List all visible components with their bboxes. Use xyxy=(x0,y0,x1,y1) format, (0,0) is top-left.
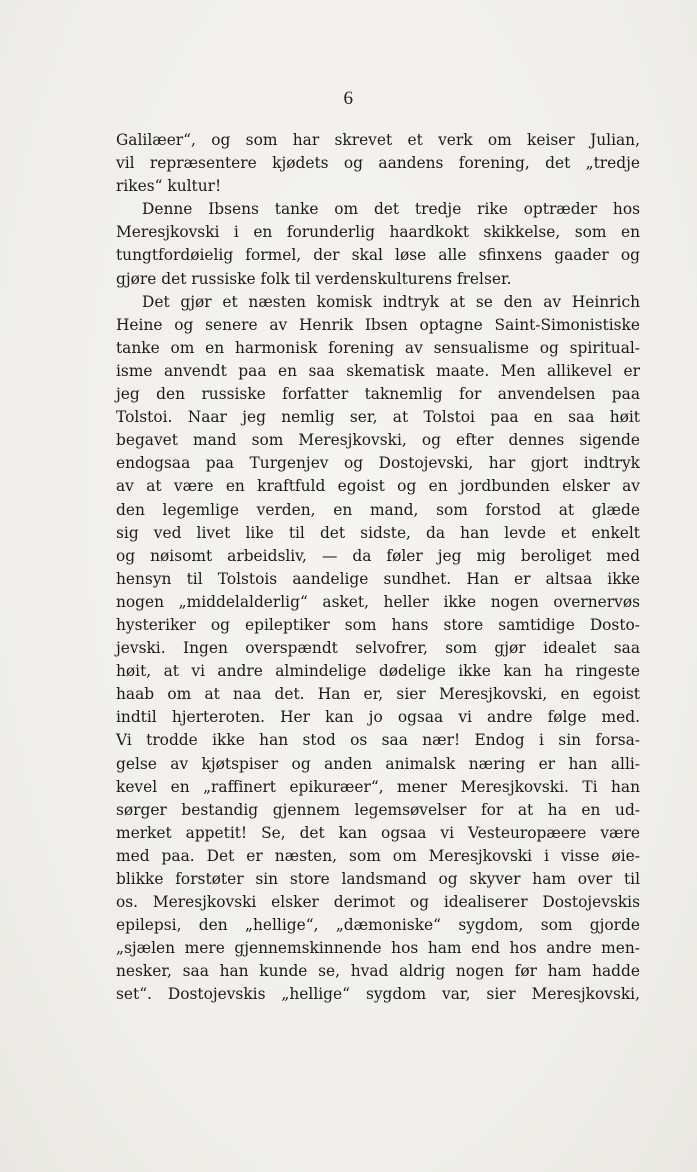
text-line: Galilæer“, og som har skrevet et verk om keiser Julian, xyxy=(116,131,640,149)
text-line: blikke forstøter sin store landsmand og skyver ham over til xyxy=(116,870,640,888)
text-line: gelse av kjøtspiser og anden animalsk næring er han alli- xyxy=(116,754,640,773)
text-line: Denne Ibsens tanke om det tredje rike optræder hos xyxy=(142,200,640,219)
page-number: 6 xyxy=(343,88,354,109)
text-line: „sjælen mere gjennemskinnende hos ham end hos andre men- xyxy=(116,939,640,958)
text-line: gjøre det russiske folk til verdenskulturens frelser. xyxy=(116,269,512,288)
text-line: av at være en kraftfuld egoist og en jordbunden elsker av xyxy=(116,477,640,496)
text-line: tungtfordøielig formel, der skal løse alle sfinxens gaader og xyxy=(116,246,640,265)
text-line: vil repræsentere kjødets og aandens forening, det „tredje xyxy=(116,154,640,173)
text-line: rikes“ kultur! xyxy=(116,177,222,196)
text-line: kevel en „raffinert epikuræer“, mener Meresjkovski. Ti han xyxy=(116,777,640,796)
text-line: os. Meresjkovski elsker derimot og idealiserer Dostojevskis xyxy=(116,893,640,912)
text-line: med paa. Det er næsten, som om Meresjkovski i visse øie- xyxy=(116,846,640,865)
text-line: nogen „middelalderlig“ asket, heller ikke nogen overnervøs xyxy=(116,592,640,611)
text-line: haab om at naa det. Han er, sier Meresjkovski, en egoist xyxy=(116,685,640,704)
text-line: isme anvendt paa en saa skematisk maate. Men allikevel er xyxy=(116,361,640,380)
body-text xyxy=(116,129,640,1007)
text-line: Heine og senere av Henrik Ibsen optagne Saint-Simonistiske xyxy=(116,315,640,334)
text-line: Det gjør et næsten komisk indtryk at se den av Heinrich xyxy=(142,292,640,311)
text-line: høit, at vi andre almindelige dødelige ikke kan ha ringeste xyxy=(116,662,640,681)
text-line: tanke om en harmonisk forening av sensualisme og spiritual- xyxy=(116,338,640,357)
text-line: jevski. Ingen overspændt selvofrer, som gjør idealet saa xyxy=(116,639,640,658)
text-line: hensyn til Tolstois aandelige sundhet. Han er altsaa ikke xyxy=(116,569,640,588)
text-line: epilepsi, den „hellige“, „dæmoniske“ sygdom, som gjorde xyxy=(116,916,640,935)
text-line: hysteriker og epileptiker som hans store samtidige Dosto- xyxy=(116,615,640,634)
text-line: sørger bestandig gjennem legemsøvelser for at ha en ud- xyxy=(116,800,640,819)
text-line: sig ved livet like til det sidste, da han levde et enkelt xyxy=(116,523,640,542)
text-line: jeg den russiske forfatter taknemlig for anvendelsen paa xyxy=(116,385,640,404)
text-line: indtil hjerteroten. Her kan jo ogsaa vi andre følge med. xyxy=(116,708,640,727)
text-line: den legemlige verden, en mand, som forstod at glæde xyxy=(116,500,640,519)
text-line: Vi trodde ikke han stod os saa nær! Endog i sin forsa- xyxy=(116,731,640,750)
text-line: endogsaa paa Turgenjev og Dostojevski, har gjort indtryk xyxy=(116,454,640,473)
text-line: set“. Dostojevskis „hellige“ sygdom var, sier Meresjkovski, xyxy=(116,985,640,1004)
text-line: merket appetit! Se, det kan ogsaa vi Vesteuropæere være xyxy=(116,823,640,842)
text-line: begavet mand som Meresjkovski, og efter dennes sigende xyxy=(116,431,640,450)
text-line: og nøisomt arbeidsliv, — da føler jeg mig beroliget med xyxy=(116,546,640,565)
text-line: Tolstoi. Naar jeg nemlig ser, at Tolstoi paa en saa høit xyxy=(116,408,640,427)
text-line: Meresjkovski i en forunderlig haardkokt skikkelse, som en xyxy=(116,223,640,242)
text-line: nesker, saa han kunde se, hvad aldrig nogen før ham hadde xyxy=(116,962,640,981)
